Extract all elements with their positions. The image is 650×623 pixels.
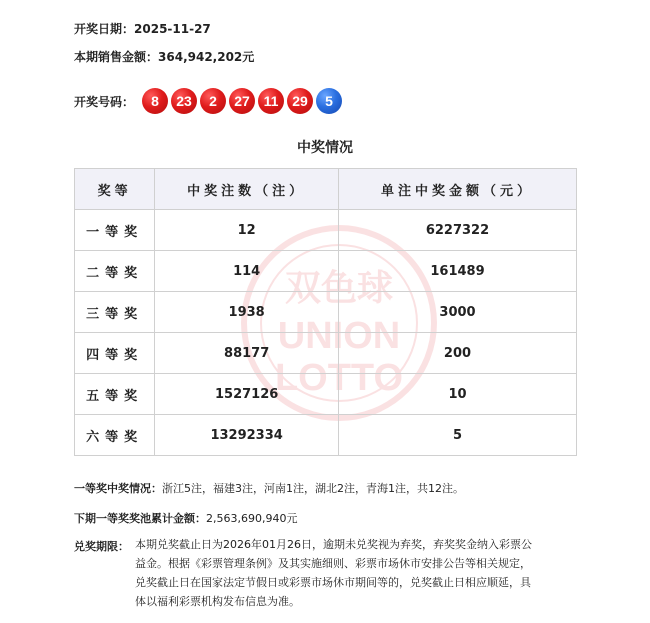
prize-level: 三等奖 (75, 292, 155, 333)
prize-amount: 10 (339, 374, 577, 415)
prize-level: 六等奖 (75, 415, 155, 456)
prize-amount: 5 (339, 415, 577, 456)
red-ball: 29 (287, 88, 313, 114)
jackpot-pool (74, 510, 297, 526)
table-row (75, 415, 577, 456)
prize-table-container (74, 168, 577, 458)
first-prize-text: 浙江5注，福建3注，河南1注，湖北2注，青海1注，共12注。 (162, 482, 464, 495)
prize-level: 四等奖 (75, 333, 155, 374)
winner-count: 1527126 (155, 374, 339, 415)
jackpot-pool-label: 下期一等奖奖池累计金额： (74, 512, 206, 525)
winner-count: 12 (155, 210, 339, 251)
first-prize-label: 一等奖中奖情况： (74, 482, 162, 495)
winning-numbers-label: 开奖号码： (74, 94, 135, 109)
header-level: 奖等 (75, 169, 155, 210)
redeem-deadline (74, 538, 534, 611)
winner-count: 88177 (155, 333, 339, 374)
sales-row (74, 48, 254, 65)
watermark-union-text: UNION (277, 315, 401, 357)
blue-ball: 5 (316, 88, 342, 114)
prize-amount: 6227322 (339, 210, 577, 251)
header-count: 中奖注数（注） (155, 169, 339, 210)
prize-amount: 161489 (339, 251, 577, 292)
red-ball: 23 (171, 88, 197, 114)
draw-date-row (74, 20, 211, 37)
red-ball: 11 (258, 88, 284, 114)
winner-count: 13292334 (155, 415, 339, 456)
table-row (75, 292, 577, 333)
first-prize-distribution (74, 480, 464, 496)
prize-level: 二等奖 (75, 251, 155, 292)
section-title: 中奖情况 (297, 140, 353, 156)
red-ball: 8 (142, 88, 168, 114)
table-row (75, 374, 577, 415)
draw-date-value: 2025-11-27 (134, 22, 211, 36)
sales-label: 本期销售金额： (74, 50, 159, 64)
draw-date-label: 开奖日期： (74, 22, 135, 36)
table-row (75, 251, 577, 292)
winner-count: 114 (155, 251, 339, 292)
sales-value: 364,942,202元 (158, 50, 255, 64)
winning-numbers-row (74, 88, 345, 114)
table-row (75, 210, 577, 251)
table-header-row (75, 169, 577, 210)
prize-level: 一等奖 (75, 210, 155, 251)
jackpot-pool-value: 2,563,690,940元 (206, 512, 298, 525)
prize-table (74, 168, 577, 456)
watermark-cn-text: 双色球 (284, 268, 394, 309)
table-row (75, 333, 577, 374)
prize-amount: 200 (339, 333, 577, 374)
winner-count: 1938 (155, 292, 339, 333)
red-ball: 27 (229, 88, 255, 114)
prize-amount: 3000 (339, 292, 577, 333)
red-ball: 2 (200, 88, 226, 114)
redeem-text: 本期兑奖截止日为2026年01月26日，逾期未兑奖视为弃奖，弃奖奖金纳入彩票公益金。根据《彩票管理条例》及其实施细则、彩票市场休市安排公告等相关规定，兑奖截止日在国家法定节假日或彩票市场休市期间等的，兑奖截止日相应顺延，具体以福利彩票机构发布信息为准。 (135, 538, 532, 608)
redeem-label: 兑奖期限： (74, 540, 129, 553)
prize-level: 五等奖 (75, 374, 155, 415)
watermark-lotto-text: LOTTO (274, 357, 404, 399)
header-amount: 单注中奖金额（元） (339, 169, 577, 210)
